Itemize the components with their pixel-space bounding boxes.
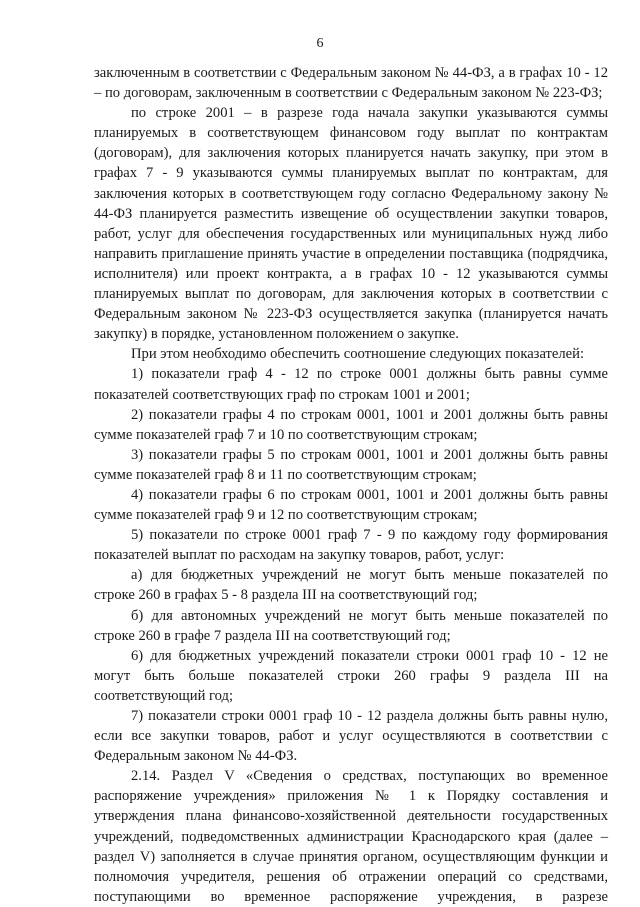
paragraph-rule-4: 4) показатели графы 6 по строкам 0001, 1001 и 2001 должны быть равны сумме показателей граф 9 и 12 по соответствующим строкам; xyxy=(94,486,608,524)
paragraph-rule-5a: а) для бюджетных учреждений не могут быть меньше показателей по строке 260 в графах 5 - 8 раздела III на соответствующий год; xyxy=(94,567,608,604)
paragraph-rule-1: 1) показатели граф 4 - 12 по строке 0001 должны быть равны сумме показателей соответствующих граф по строкам 1001 и 2001; xyxy=(94,366,608,403)
paragraph-rule-2: 2) показатели графы 4 по строкам 0001, 1001 и 2001 должны быть равны сумме показателей граф 7 и 10 по соответствующим строкам; xyxy=(94,406,608,443)
paragraph-row-2001: по строке 2001 – в разрезе года начала закупки указываются суммы планируемых в соответствующем финансовом году выплат по контрактам (договорам), для заключения которых планируется начать закупку, при этом в графах 7 - 9 указываются суммы планируемых выплат по контрактам, для заключения которых в соответствующем году согласно Федеральному закону № 44-ФЗ планируется разместить извещение об осуществлении закупки товаров, работ, услуг для обеспечения государственных или муниципальных нужд либо направить приглашение принять участие в определении поставщика (подрядчика, исполнителя) или проект контракта, а в графах 10 - 12 указываются суммы планируемых выплат по договорам, для заключения которых в соответствии с Федеральным законом № 223-ФЗ осуществляется закупка (планируется начать закупку) в порядке, установленном положением о закупке. xyxy=(94,105,608,343)
paragraph-section-2-14: 2.14. Раздел V «Сведения о средствах, поступающих во временное распоряжение учреждения» приложения № 1 к Порядку составления и утверждения плана финансово-хозяйственной деятельности государственных учреждений, подведомственных администрации Краснодарского края (далее – раздел V) заполняется в случае принятия органом, осуществляющим функции и полномочия учредителя, решения об отражении операций со средствами, поступающими во временное распоряжение учреждения, в разрезе xyxy=(94,768,608,905)
paragraph-rule-7: 7) показатели строки 0001 граф 10 - 12 раздела должны быть равны нулю, если все закупки товаров, работ и услуг осуществляются в соответствии с Федеральным законом № 44-ФЗ. xyxy=(94,708,608,765)
document-body xyxy=(94,63,608,907)
paragraph-rule-6: 6) для бюджетных учреждений показатели строки 0001 граф 10 - 12 не могут быть больше показателей строки 260 графы 9 раздела III на соответствующий год; xyxy=(94,647,608,704)
paragraph-rule-5b: б) для автономных учреждений не могут быть меньше показателей по строке 260 в графе 7 раздела III на соответствующий год; xyxy=(94,607,608,644)
paragraph-rule-5: 5) показатели по строке 0001 граф 7 - 9 по каждому году формирования показателей выплат по расходам на закупку товаров, работ, услуг: xyxy=(94,527,608,564)
page-number: 6 xyxy=(316,36,324,51)
paragraph-ratio-intro: При этом необходимо обеспечить соотношение следующих показателей: xyxy=(131,346,585,363)
paragraph-rule-3: 3) показатели графы 5 по строкам 0001, 1001 и 2001 должны быть равны сумме показателей граф 8 и 11 по соответствующим строкам; xyxy=(94,446,608,483)
paragraph-continuation: заключенным в соответствии с Федеральным законом № 44-ФЗ, а в графах 10 - 12 – по договорам, заключенным в соответствии с Федеральным законом № 223-ФЗ; xyxy=(94,65,608,102)
